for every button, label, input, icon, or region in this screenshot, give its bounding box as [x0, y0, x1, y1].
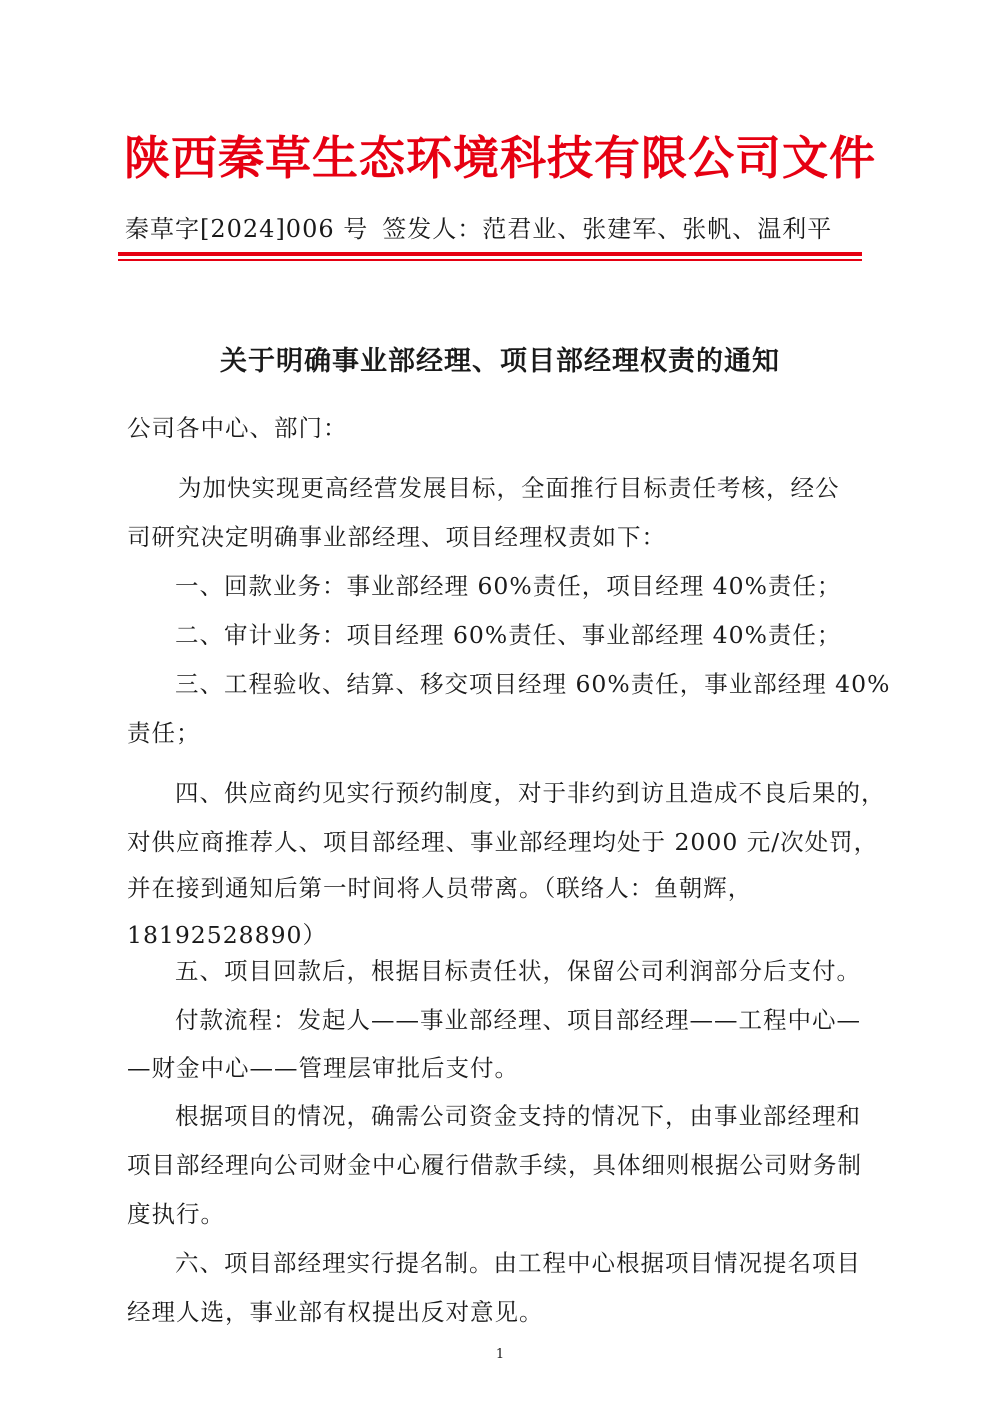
body-line: 经理人选，事业部有权提出反对意见。	[127, 1298, 544, 1326]
body-line: 六、项目部经理实行提名制。由工程中心根据项目情况提名项目	[175, 1249, 861, 1277]
addressee: 公司各中心、部门：	[127, 414, 348, 442]
body-line: 根据项目的情况，确需公司资金支持的情况下，由事业部经理和	[175, 1102, 861, 1130]
document-meta-line	[125, 211, 832, 247]
body-line: 为加快实现更高经营发展目标，全面推行目标责任考核，经公	[178, 474, 840, 502]
document-number: 秦草字[2024]006 号	[125, 215, 369, 243]
body-line: 司研究决定明确事业部经理、项目经理权责如下：	[127, 523, 666, 551]
signers: 签发人：范君业、张建军、张帆、温利平	[382, 215, 833, 243]
body-line: 度执行。	[127, 1200, 225, 1228]
body-line: 三、工程验收、结算、移交项目经理 60%责任，事业部经理 40%	[175, 670, 891, 698]
body-line: 并在接到通知后第一时间将人员带离。（联络人：鱼朝辉，	[127, 874, 753, 902]
body-line: 四、供应商约见实行预约制度，对于非约到访且造成不良后果的，	[175, 779, 886, 807]
notice-title: 关于明确事业部经理、项目部经理权责的通知	[220, 346, 780, 377]
header-rule-thin	[118, 259, 862, 261]
document-header-title: 陕西秦草生态环境科技有限公司文件	[124, 131, 876, 185]
body-line: 项目部经理向公司财金中心履行借款手续，具体细则根据公司财务制	[127, 1151, 862, 1179]
body-line: 对供应商推荐人、项目部经理、事业部经理均处于 2000 元/次处罚，	[127, 828, 879, 856]
body-line: 二、审计业务：项目经理 60%责任、事业部经理 40%责任；	[175, 621, 842, 649]
body-line: —财金中心——管理层审批后支付。	[127, 1054, 519, 1082]
page-number: 1	[495, 1347, 505, 1362]
body-line: 一、回款业务：事业部经理 60%责任，项目经理 40%责任；	[175, 572, 842, 600]
body-line: 责任；	[127, 719, 201, 747]
body-line: 18192528890）	[127, 921, 327, 949]
header-rule-thick	[118, 252, 862, 256]
body-line: 付款流程：发起人——事业部经理、项目部经理——工程中心—	[175, 1006, 861, 1034]
body-line: 五、项目回款后，根据目标责任状，保留公司利润部分后支付。	[175, 957, 861, 985]
